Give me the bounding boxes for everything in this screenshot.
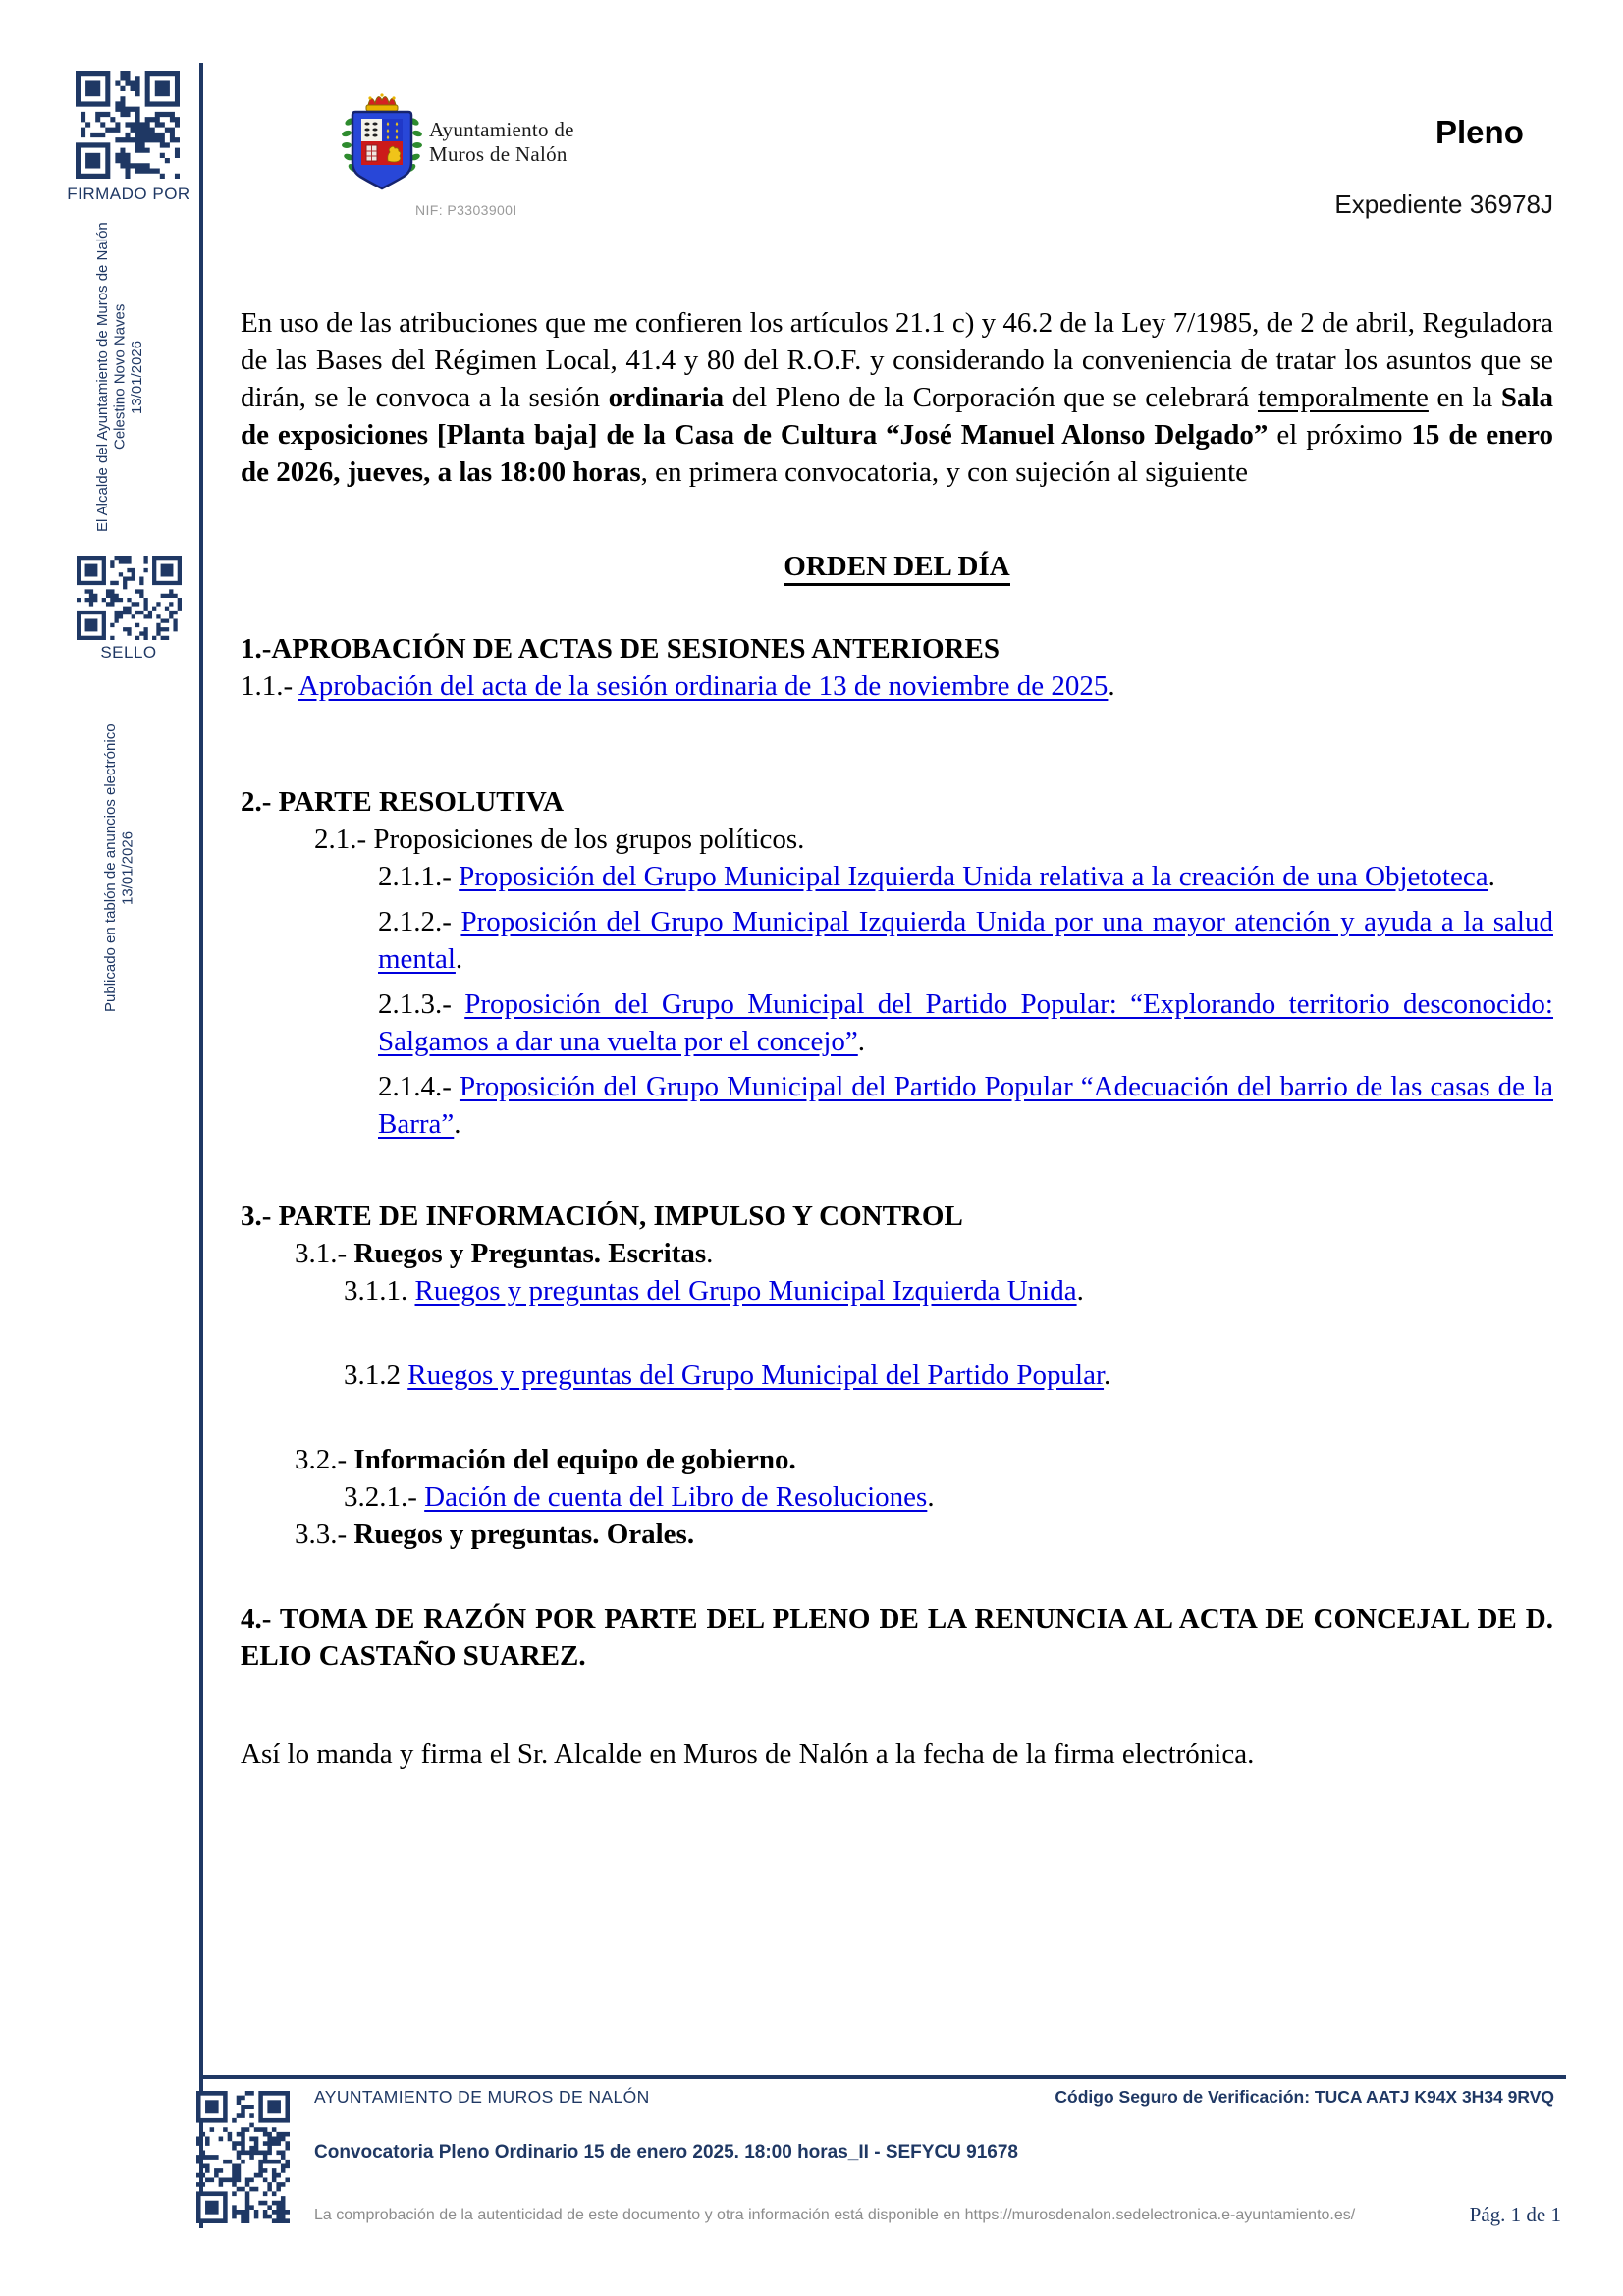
item-number: 3.2.- <box>295 1444 354 1475</box>
qr-code-verification <box>196 2091 290 2223</box>
footer-page-number: Pág. 1 de 1 <box>1469 2203 1561 2226</box>
agenda-link-2-1-4[interactable]: Proposición del Grupo Municipal del Partido Popular “Adecuación del barrio de las casas de la Barra” <box>378 1071 1553 1140</box>
document-type-label: Pleno <box>1435 114 1524 150</box>
agenda-item-2-1-1: 2.1.1.- Proposición del Grupo Municipal Izquierda Unida relativa a la creación de una Objetoteca. <box>378 861 1495 892</box>
agenda-item-3-2: 3.2.- Información del equipo de gobierno. <box>295 1444 796 1475</box>
intro-temporalmente: temporalmente <box>1257 382 1429 413</box>
intro-text: del Pleno de la Corporación que se celebrará <box>724 382 1258 413</box>
signer-role: El Alcalde del Ayuntamiento de Muros de Nalón <box>94 222 111 532</box>
orden-del-dia-heading: ORDEN DEL DÍA <box>241 548 1553 585</box>
agenda-item-2-1-2: 2.1.2.- Proposición del Grupo Municipal Izquierda Unida por una mayor atención y ayuda a la salud mental. <box>378 906 1553 975</box>
signature-details <box>94 201 146 553</box>
signature-caption: FIRMADO POR <box>67 185 190 203</box>
seal-text: Publicado en tablón de anuncios electrónico <box>102 723 119 1012</box>
expediente-number: Expediente 36978J <box>1334 189 1553 219</box>
intro-text: , en primera convocatoria, y con sujeción al siguiente <box>640 456 1249 488</box>
item-number: 3.2.1.- <box>344 1481 425 1513</box>
item-number: 2.1.2.- <box>378 906 461 937</box>
signature-date: 13/01/2026 <box>129 340 145 414</box>
seal-details <box>102 664 136 1072</box>
agenda-link-2-1-3[interactable]: Proposición del Grupo Municipal del Partido Popular: “Explorando territorio desconocido: Salgamos a dar una vuelta por el concejo” <box>378 988 1553 1057</box>
section-3-title: 3.- PARTE DE INFORMACIÓN, IMPULSO Y CONTROL <box>241 1201 963 1232</box>
footer-divider-line <box>201 2075 1566 2079</box>
item-number: 2.1.3.- <box>378 988 465 1020</box>
agenda-item-3-1-2: 3.1.2 Ruegos y preguntas del Grupo Municipal del Partido Popular. <box>344 1360 1111 1391</box>
item-number: 3.1.1. <box>344 1275 415 1307</box>
sidebar-divider-line <box>199 63 203 2228</box>
signer-name: Celestino Novo Naves <box>111 303 129 451</box>
agenda-item-2-1-4: 2.1.4.- Proposición del Grupo Municipal del Partido Popular “Adecuación del barrio de las casas de la Barra”. <box>378 1071 1553 1140</box>
closing-paragraph: Así lo manda y firma el Sr. Alcalde en Muros de Nalón a la fecha de la firma electrónica. <box>241 1738 1255 1770</box>
agenda-link-3-1-1[interactable]: Ruegos y preguntas del Grupo Municipal Izquierda Unida <box>414 1275 1077 1307</box>
item-number: 3.1.- <box>295 1238 354 1269</box>
qr-code-signature <box>76 71 180 179</box>
footer-document-title: Convocatoria Pleno Ordinario 15 de enero 2025. 18:00 horas_II - SEFYCU 91678 <box>314 2142 1018 2163</box>
item-number: 2.1.1.- <box>378 861 460 892</box>
intro-paragraph <box>241 304 1553 491</box>
tower <box>366 145 377 161</box>
coat-of-arms <box>342 86 422 196</box>
intro-text: En uso de las atribuciones que me confieren los artículos 21.1 c) y 46.2 de la Ley 7/1985, de 2 de abril, Reguladora de las Bases del Régimen Local, 41.4 y 80 del R.O.F. y considerando la conveniencia de tratar los asuntos que se dirán, se le convoca a la sesión <box>241 307 1553 413</box>
intro-venue: Sala de exposiciones [Planta baja] de la Casa de Cultura “José Manuel Alonso Delgado” <box>241 382 1553 451</box>
item-number: 3.1.2 <box>344 1360 408 1391</box>
intro-ordinaria: ordinaria <box>608 382 725 413</box>
footer-verification-code: Código Seguro de Verificación: TUCA AATJ K94X 3H34 9RVQ <box>1055 2087 1554 2107</box>
intro-text: en la <box>1428 382 1501 413</box>
item-number: 3.3.- <box>295 1519 354 1550</box>
footer-authenticity-note: La comprobación de la autenticidad de este documento y otra información está disponible en https://murosdenalon.sedelectronica.e-ayuntamiento.es/ <box>314 2207 1356 2223</box>
org-name <box>429 118 574 167</box>
agenda-item-3-3: 3.3.- Ruegos y preguntas. Orales. <box>295 1519 695 1550</box>
org-name-line2: Muros de Nalón <box>429 142 568 166</box>
qr-code-seal <box>77 556 182 640</box>
agenda-item-2-1-3: 2.1.3.- Proposición del Grupo Municipal del Partido Popular: “Explorando territorio desconocido: Salgamos a dar una vuelta por el concejo”. <box>378 988 1553 1057</box>
agenda-item-3-1-1: 3.1.1. Ruegos y preguntas del Grupo Municipal Izquierda Unida. <box>344 1275 1084 1307</box>
item-number: 1.1.- <box>241 670 298 702</box>
org-nif: NIF: P3303900I <box>415 202 517 218</box>
seal-date: 13/01/2026 <box>119 830 136 905</box>
org-name-line1: Ayuntamiento de <box>429 118 574 141</box>
agenda-item-3-2-1: 3.2.1.- Dación de cuenta del Libro de Resoluciones. <box>344 1481 935 1513</box>
seal-caption: SELLO <box>100 643 157 662</box>
section-2-title: 2.- PARTE RESOLUTIVA <box>241 786 565 818</box>
footer-org-name: AYUNTAMIENTO DE MUROS DE NALÓN <box>314 2087 650 2107</box>
agenda-link-3-1-2[interactable]: Ruegos y preguntas del Grupo Municipal del Partido Popular <box>407 1360 1105 1391</box>
intro-datetime: 15 de enero de 2026, jueves, a las 18:00 horas <box>241 419 1553 488</box>
agenda-link-2-1-2[interactable]: Proposición del Grupo Municipal Izquierda Unida por una mayor atención y ayuda a la salud mental <box>378 906 1553 975</box>
item-number: 2.1.4.- <box>378 1071 460 1102</box>
agenda-link-3-2-1[interactable]: Dación de cuenta del Libro de Resoluciones <box>424 1481 928 1513</box>
document-body <box>241 304 1553 1773</box>
crown-icon <box>366 93 398 111</box>
agenda-link-2-1-1[interactable]: Proposición del Grupo Municipal Izquierda Unida relativa a la creación de una Objetoteca <box>459 861 1488 892</box>
agenda-item-2-1: 2.1.- Proposiciones de los grupos políticos. <box>314 824 805 855</box>
agenda-link-1-1[interactable]: Aprobación del acta de la sesión ordinaria de 13 de noviembre de 2025 <box>298 670 1109 702</box>
section-1-title: 1.-APROBACIÓN DE ACTAS DE SESIONES ANTERIORES <box>241 633 1000 665</box>
agenda-item-3-1: 3.1.- Ruegos y Preguntas. Escritas. <box>295 1238 714 1269</box>
intro-text: el próximo <box>1268 419 1412 451</box>
section-4-title: 4.- TOMA DE RAZÓN POR PARTE DEL PLENO DE LA RENUNCIA AL ACTA DE CONCEJAL DE D. ELIO CASTAÑO SUAREZ. <box>241 1603 1553 1672</box>
agenda-item-1-1: 1.1.- Aprobación del acta de la sesión ordinaria de 13 de noviembre de 2025. <box>241 670 1115 702</box>
